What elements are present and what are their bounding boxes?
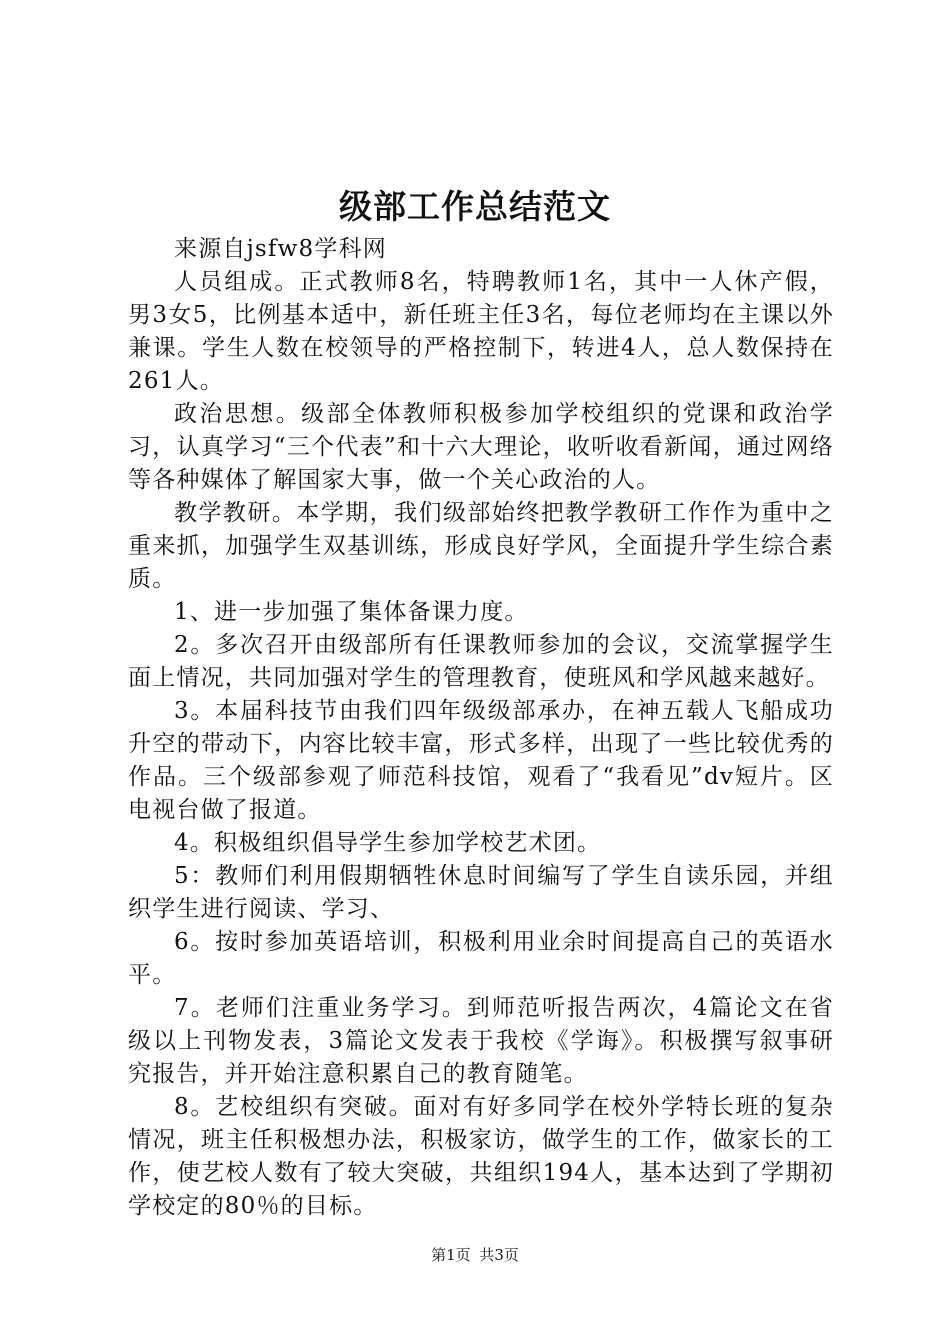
list-item-6: 6。按时参加英语培训，积极利用业余时间提高自己的英语水平。 (128, 929, 834, 988)
page-total: 共3页 (479, 1246, 519, 1264)
list-item-4: 4。积极组织倡导学生参加学校艺术团。 (174, 830, 602, 856)
list-item-3: 3。本届科技节由我们四年级级部承办，在神五载人飞船成功升空的带动下，内容比较丰富，形式多样，出现了一些比较优秀的作品。三个级部参观了师范科技馆，观看了“我看见”dv短片。区电视台做了报道。 (128, 698, 834, 823)
document-body (128, 233, 834, 1223)
list-item-1: 1、进一步加强了集体备课力度。 (174, 599, 529, 625)
list-item-7: 7。老师们注重业务学习。到师范听报告两次，4篇论文在省级以上刊物发表，3篇论文发表于我校《学诲》。积极撰写叙事研究报告，并开始注意积累自己的教育随笔。 (128, 995, 834, 1087)
list-item-5: 5：教师们利用假期牺牲休息时间编写了学生自读乐园，并组织学生进行阅读、学习、 (128, 863, 834, 922)
page-number: 第1页 (431, 1246, 471, 1264)
list-item-8: 8。艺校组织有突破。面对有好多同学在校外学特长班的复杂情况，班主任积极想办法，积极家访，做学生的工作，做家长的工作，使艺校人数有了较大突破，共组织194人，基本达到了学期初学校定的80％的目标。 (128, 1094, 834, 1219)
source-line: 来源自jsfw8学科网 (174, 236, 387, 262)
paragraph-staffing: 人员组成。正式教师8名，特聘教师1名，其中一人休产假，男3女5，比例基本适中，新任班主任3名，每位老师均在主课以外兼课。学生人数在校领导的严格控制下，转进4人，总人数保持在261人。 (128, 269, 834, 394)
page-footer (0, 1244, 950, 1266)
document-title: 级部工作总结范文 (339, 187, 611, 226)
paragraph-teaching: 教学教研。本学期，我们级部始终把教学教研工作作为重中之重来抓，加强学生双基训练，形成良好学风，全面提升学生综合素质。 (128, 500, 834, 592)
list-item-2: 2。多次召开由级部所有任课教师参加的会议，交流掌握学生面上情况，共同加强对学生的管理教育，使班风和学风越来越好。 (128, 632, 834, 691)
paragraph-politics: 政治思想。级部全体教师积极参加学校组织的党课和政治学习，认真学习“三个代表”和十六大理论，收听收看新闻，通过网络等各种媒体了解国家大事，做一个关心政治的人。 (128, 401, 834, 493)
